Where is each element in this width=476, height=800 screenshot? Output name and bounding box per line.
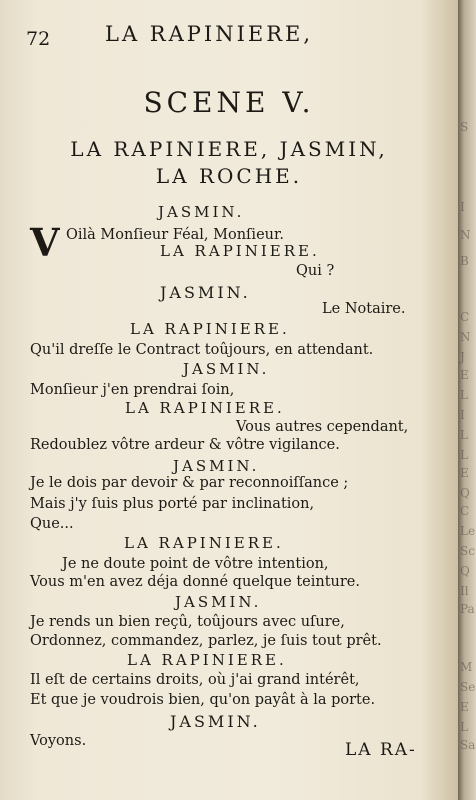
bleed-letter: E [460,368,469,382]
character-line: LA RAPINIERE, JASMIN, [70,137,388,161]
verse-line: Je ne doute point de vôtre intention, [62,556,329,572]
verse-line: Vous autres cependant, [236,419,409,435]
bleed-letter: S [460,120,469,134]
facing-page-edge [458,0,476,800]
bleed-letter: C [460,504,470,518]
bleed-letter: Le [460,524,476,538]
scene-title: SCENE V. [143,86,315,119]
speaker-name: LA RAPINIERE. [160,242,320,260]
bleed-letter: L [460,428,468,442]
verse-line: Qu'il dreſſe le Contract toûjours, en attendant. [30,342,374,358]
bleed-letter: I [460,408,465,422]
speaker-name: JASMIN. [173,457,260,475]
bleed-letter: C [460,310,470,324]
bleed-letter: L [460,448,468,462]
bleed-letter: N [460,228,471,242]
bleed-letter: N [460,330,471,344]
speaker-name: LA RAPINIERE. [130,320,290,338]
speaker-name: JASMIN. [158,203,245,221]
character-list [0,136,458,190]
bleed-letter: Pa [460,602,475,616]
verse-line: Il eſt de certains droits, où j'ai grand intérêt, [30,672,360,688]
verse-line: Que... [30,516,74,532]
bleed-letter: Il [460,584,469,598]
speaker-name: JASMIN. [175,593,262,611]
bleed-letter: E [460,466,469,480]
verse-line: Je le dois par devoir & par reconnoiſſance ; [30,475,349,491]
bleed-letter: E [460,700,469,714]
speaker-name: JASMIN. [183,360,270,378]
bleed-letter: Se [460,680,476,694]
bleed-letter: Sc [460,544,475,558]
bleed-letter: Sa [460,738,476,752]
catchword: LA RA- [345,740,417,760]
speaker-name: LA RAPINIERE. [127,651,287,669]
verse-line: Vous m'en avez déja donné quelque teinture. [30,574,361,590]
verse-line: Le Notaire. [322,301,406,317]
verse-line: Redoublez vôtre ardeur & vôtre vigilance. [30,437,340,453]
verse-line: Qui ? [296,263,335,279]
bleed-letter: M [460,660,473,674]
bleed-letter: J [460,350,465,364]
verse-line: Et que je voudrois bien, qu'on payât à la porte. [30,692,376,708]
drop-cap: V [30,220,60,265]
bleed-letter: Q [460,564,470,578]
bleed-letter: L [460,388,468,402]
bleed-letter: B [460,254,469,268]
bleed-letter: I [460,200,465,214]
speaker-name: LA RAPINIERE. [125,399,285,417]
verse-line: Voyons. [30,733,87,749]
speaker-name: LA RAPINIERE. [124,534,284,552]
verse-line: Je rends un bien reçû, toûjours avec uſure, [30,614,345,630]
running-head: LA RAPINIERE, [105,22,314,46]
bleed-letter: Q [460,486,470,500]
verse-line: Ordonnez, commandez, parlez, je ſuis tout prêt. [30,633,382,649]
verse-line: Mais j'y ſuis plus porté par inclination, [30,496,315,512]
page-number: 72 [26,28,51,50]
speaker-name: JASMIN. [160,283,251,302]
character-line: LA ROCHE. [155,164,303,188]
bleed-letter: L [460,720,468,734]
speaker-name: JASMIN. [170,712,261,731]
verse-line: Oilà Monſieur Féal, Monſieur. [66,227,284,243]
verse-line: Monſieur j'en prendrai ſoin, [30,382,235,398]
